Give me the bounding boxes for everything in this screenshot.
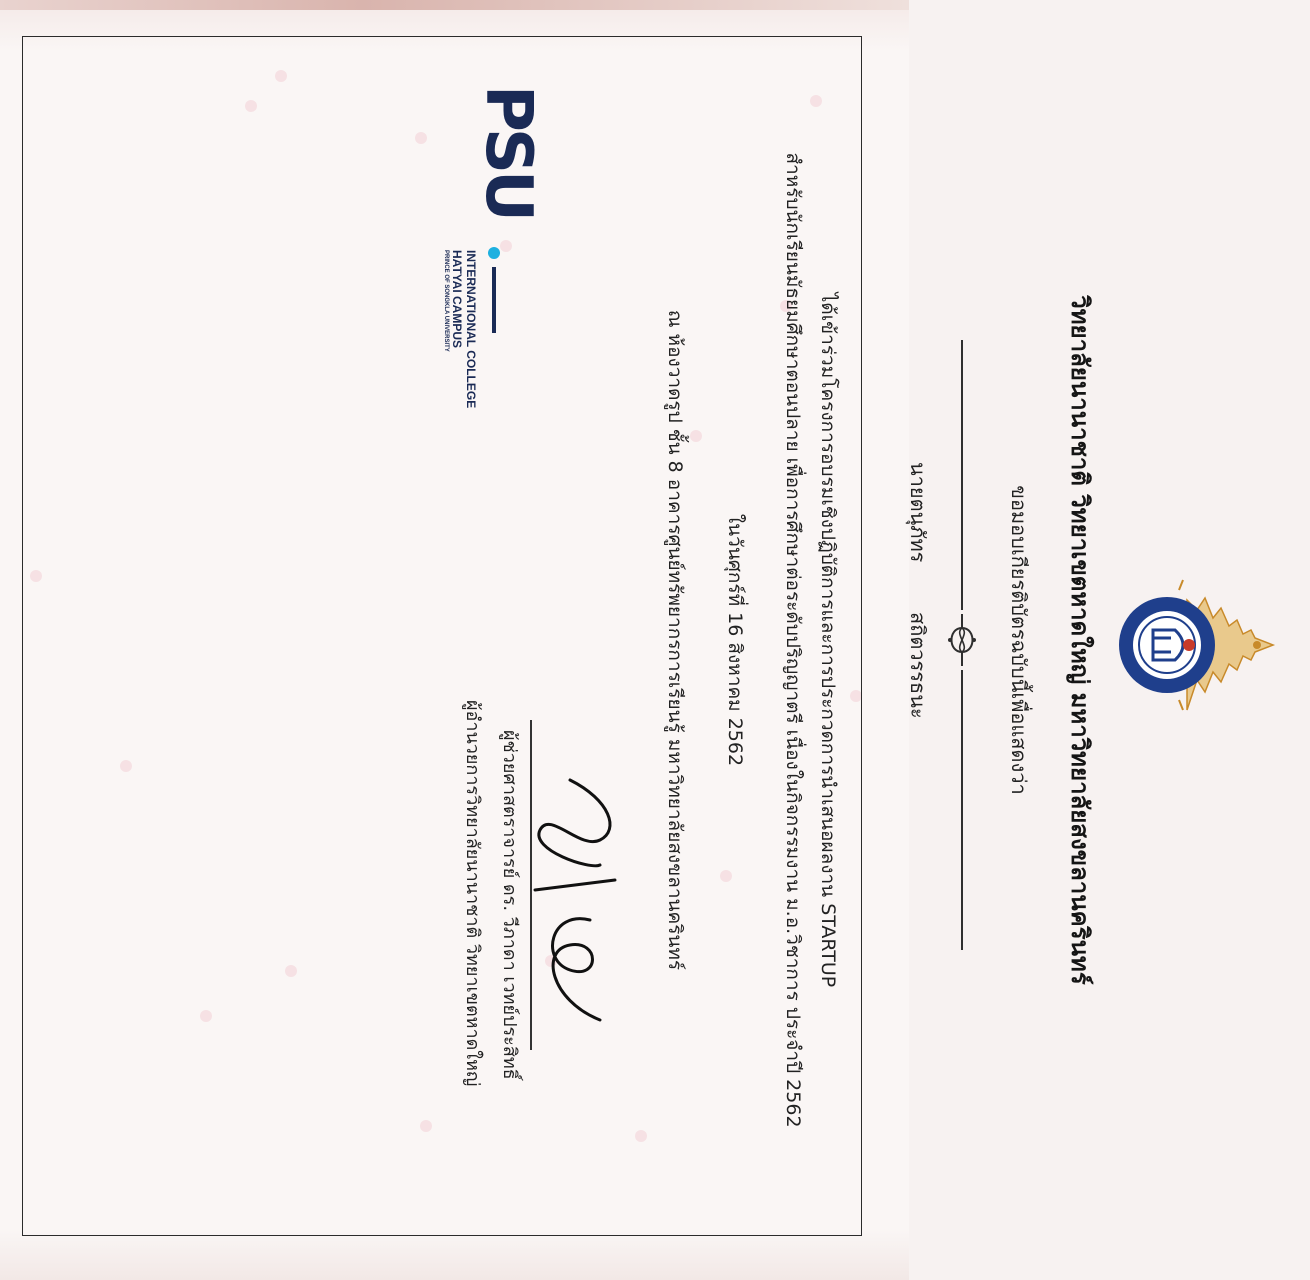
logo-line-college: INTERNATIONAL COLLEGE <box>464 250 478 409</box>
knot-ornament-icon <box>944 612 980 668</box>
logo-dot-icon <box>488 247 500 259</box>
signature-image <box>520 770 630 1030</box>
event-venue: ณ ห้องวาดรูป ชั้น 8 อาคารศูนย์ทรัพยากรการเรียนรู้ มหาวิทยาลัยสงขลานครินทร์ <box>664 309 686 971</box>
psu-international-college-logo <box>420 85 545 409</box>
signer-name: ผู้ช่วยศาสตราจารย์ ดร. วีภาดา เวทย์ประสิทธิ์ <box>499 730 520 1080</box>
recipient-first-name: นายตนุภัทร <box>906 462 930 563</box>
psu-logo-mark: PSU <box>471 85 545 218</box>
logo-line-campus: HATYAI CAMPUS <box>450 250 464 349</box>
separator-line <box>961 670 963 950</box>
certificate-subtitle: ขอมอบเกียรติบัตรฉบับนี้เพื่อแสดงว่า <box>1007 485 1031 795</box>
recipient-last-name: สถิตวรรธนะ <box>906 612 930 719</box>
event-date: ในวันศุกร์ที่ 16 สิงหาคม 2562 <box>724 513 746 767</box>
signer-position: ผู้อำนวยการวิทยาลัยนานาชาติ วิทยาเขตหาดใหญ่ <box>462 700 483 1087</box>
certificate-content <box>401 0 1310 1280</box>
logo-line-university: PRINCE OF SONGKLA UNIVERSITY <box>443 250 449 352</box>
body-line-program: ได้เข้าร่วมโครงการอบรมเชิงปฏิบัติการและการประกวดการนำเสนอผลงาน STARTUP <box>817 292 839 988</box>
body-line-audience: สำหรับนักเรียนมัธยมศึกษาตอนปลาย เพื่อการศึกษาต่อระดับปริญญาตรี เนื่องในกิจกรรมงาน ม.อ.วิชาการ ประจำปี 2562 <box>782 152 804 1128</box>
signature-line <box>531 720 533 1050</box>
separator-line <box>961 340 963 610</box>
college-title: วิทยาลัยนานาชาติ วิทยาเขตหาดใหญ่ มหาวิทยาลัยสงขลานครินทร์ <box>1066 295 1094 985</box>
university-seal-icon <box>1115 560 1275 730</box>
logo-bar-icon <box>492 267 496 333</box>
